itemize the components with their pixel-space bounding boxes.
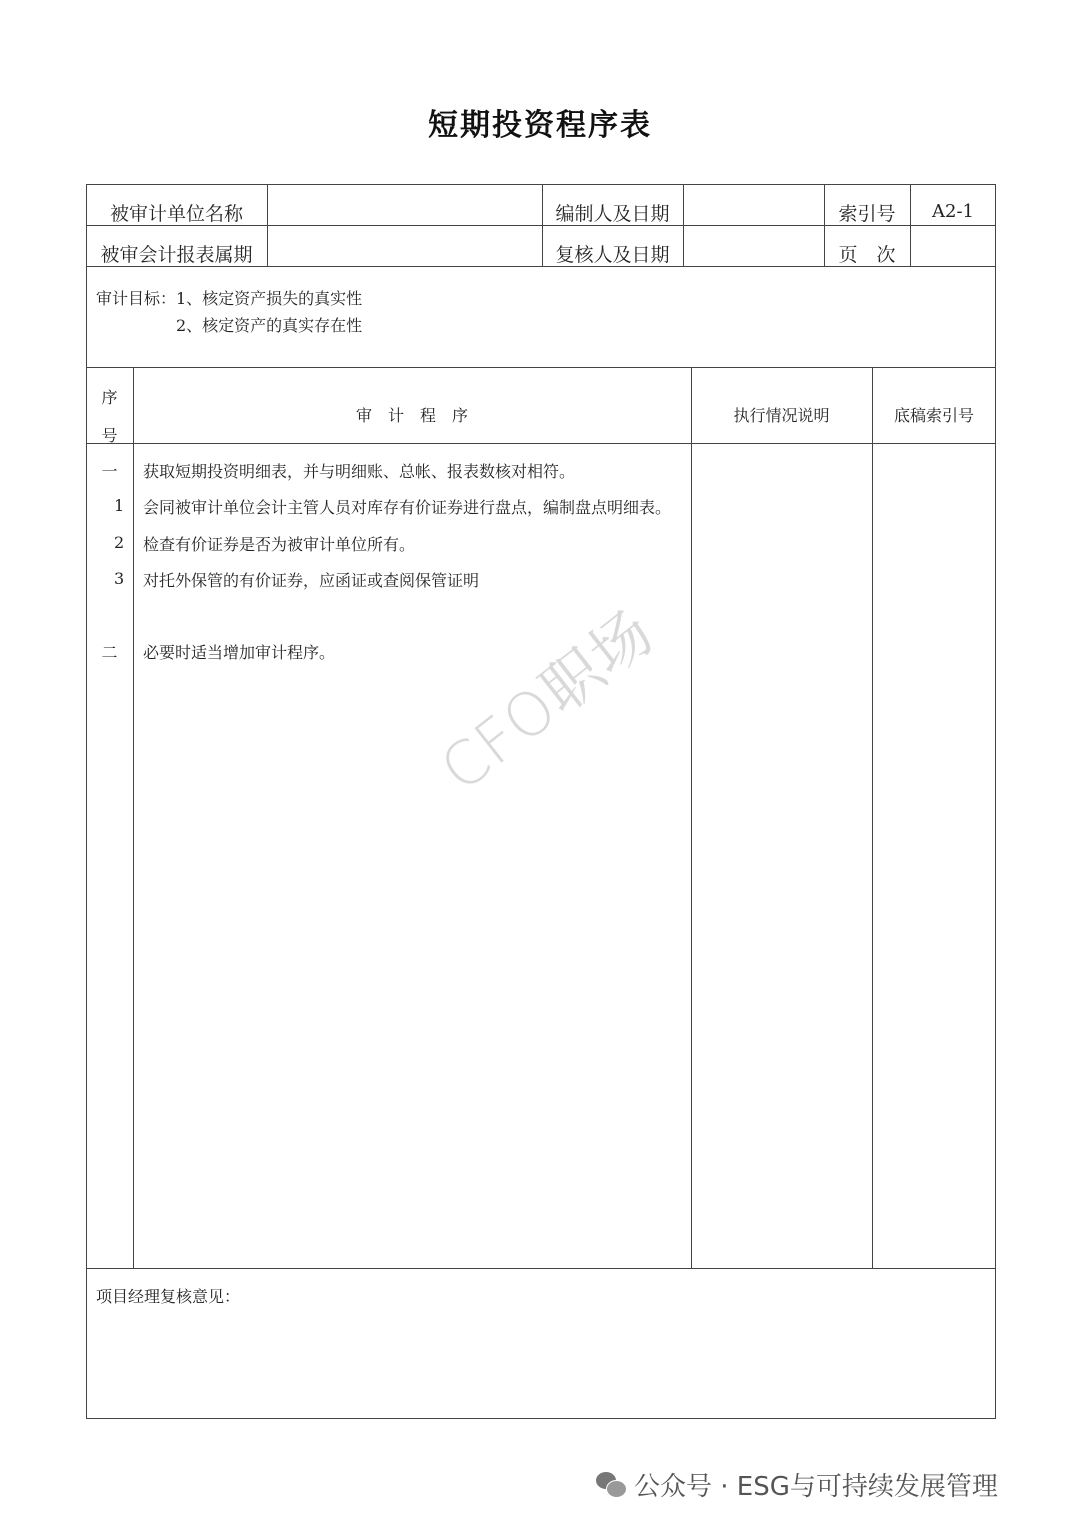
row-procedure: 必要时适当增加审计程序。 <box>143 643 336 662</box>
seq-header-bottom: 号 <box>101 426 118 445</box>
header-col-line-5 <box>910 184 911 266</box>
row-procedure: 检查有价证券是否为被审计单位所有。 <box>143 535 416 554</box>
procedure-header: 审 计 程 序 <box>355 406 468 425</box>
page-no-label: 页 次 <box>838 244 896 266</box>
execution-header: 执行情况说明 <box>733 406 830 425</box>
audit-goal-line-2: 2、核定资产的真实存在性 <box>176 316 363 335</box>
seq-header-top: 序 <box>101 388 118 407</box>
row-seq: 3 <box>114 569 125 588</box>
table-col-line-2 <box>691 367 692 1268</box>
table-header-line <box>86 443 996 444</box>
watermark: CFO职场 <box>428 597 668 806</box>
footer <box>596 1466 998 1503</box>
row-seq: 1 <box>114 496 125 515</box>
table-col-line-3 <box>872 367 873 1268</box>
header-col-line-3 <box>683 184 684 266</box>
table-top-line <box>86 367 996 368</box>
footer-text: 公众号 · ESG与可持续发展管理 <box>634 1472 998 1502</box>
wechat-icon <box>596 1472 626 1498</box>
index-label: 索引号 <box>838 203 896 225</box>
row-procedure: 获取短期投资明细表，并与明细账、总帐、报表数核对相符。 <box>143 462 576 481</box>
row-seq: 二 <box>101 643 118 662</box>
audit-goal-line-1: 审计目标：1、核定资产损失的真实性 <box>96 289 363 308</box>
index-value: A2-1 <box>932 201 974 222</box>
index-header: 底稿索引号 <box>893 406 974 425</box>
period-label: 被审会计报表属期 <box>100 244 253 266</box>
table-bottom-line <box>86 1268 996 1269</box>
header-col-line-1 <box>267 184 268 266</box>
unit-name-label: 被审计单位名称 <box>109 203 243 225</box>
page-title: 短期投资程序表 <box>428 108 652 143</box>
form-frame <box>86 184 996 1419</box>
table-col-line-1 <box>133 367 134 1268</box>
reviewer-label: 复核人及日期 <box>555 244 670 266</box>
preparer-label: 编制人及日期 <box>555 203 670 225</box>
row-procedure: 对托外保管的有价证券，应函证或查阅保管证明 <box>143 571 480 590</box>
review-label: 项目经理复核意见： <box>96 1287 241 1306</box>
row-seq: 2 <box>114 533 125 552</box>
row-seq: 一 <box>101 462 118 481</box>
row-procedure: 会同被审计单位会计主管人员对库存有价证券进行盘点，编制盘点明细表。 <box>143 498 672 517</box>
